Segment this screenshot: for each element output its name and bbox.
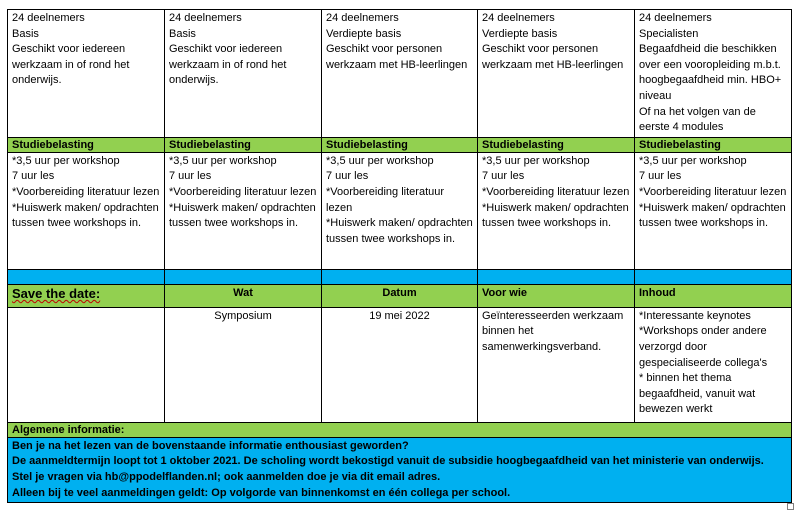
course-level: Verdiepte basis: [326, 27, 402, 40]
workload-lessons: 7 uur les: [12, 170, 55, 183]
course-overview-table: [7, 9, 792, 503]
course-cell-4: [478, 10, 635, 138]
content-heading: Inhoud: [635, 284, 792, 307]
workload-label: Studiebelasting: [8, 137, 165, 152]
separator-cell: [165, 269, 322, 284]
workload-lessons: 7 uur les: [326, 170, 369, 183]
event-what: Symposium: [165, 307, 322, 422]
event-row: [8, 307, 792, 422]
workload-homework: *Huiswerk maken/ opdrachten tussen twee workshops in.: [12, 201, 159, 230]
blue-separator-row: [8, 269, 792, 284]
workload-cell: [322, 152, 478, 269]
save-the-date-heading: [8, 284, 165, 307]
info-body-row: [8, 437, 792, 502]
workload-reading: *Voorbereiding literatuur lezen: [639, 185, 787, 198]
info-title-row: [8, 422, 792, 437]
course-description-row: [8, 10, 792, 138]
workload-hours: *3,5 uur per workshop: [12, 154, 120, 167]
info-line-4: Alleen bij te veel aanmeldingen geldt: Op volgorde van binnenkomst en één collega per school.: [12, 486, 511, 499]
workload-cell: [478, 152, 635, 269]
event-content-keynotes: *Interessante keynotes: [639, 309, 751, 322]
workload-lessons: 7 uur les: [169, 170, 212, 183]
event-content-workshops: *Workshops onder andere verzorgd door gespecialiseerde collega's: [639, 325, 768, 369]
separator-cell: [8, 269, 165, 284]
participants: 24 deelnemers: [639, 12, 712, 24]
course-level: Specialisten: [639, 27, 699, 40]
course-level: Verdiepte basis: [482, 27, 558, 40]
course-description: Geschikt voor personen werkzaam met HB-leerlingen: [482, 43, 624, 71]
separator-cell: [478, 269, 635, 284]
event-header-row: [8, 284, 792, 307]
workload-homework: *Huiswerk maken/ opdrachten tussen twee workshops in.: [639, 201, 786, 230]
what-heading: Wat: [165, 284, 322, 307]
course-cell-1: [8, 10, 165, 138]
course-description: Begaafdheid die beschikken over een vooropleiding m.b.t. hoogbegaafdheid min. HBO+ niveau: [639, 43, 782, 102]
course-cell-2: [165, 10, 322, 138]
workload-homework: *Huiswerk maken/ opdrachten tussen twee workshops in.: [326, 217, 473, 245]
participants: 24 deelnemers: [482, 12, 555, 24]
info-body: [8, 437, 792, 502]
course-description: Geschikt voor iedereen werkzaam in of rond het onderwijs.: [12, 43, 130, 87]
course-cell-5: [635, 10, 792, 138]
workload-hours: *3,5 uur per workshop: [169, 154, 277, 167]
separator-cell: [635, 269, 792, 284]
course-description: Geschikt voor iedereen werkzaam in of rond het onderwijs.: [169, 43, 287, 87]
workload-cell: [635, 152, 792, 269]
event-content: [635, 307, 792, 422]
info-line-2: De aanmeldtermijn loopt tot 1 oktober 2021. De scholing wordt bekostigd vanuit de subsidie hoogbegaafdheid van het ministerie van onderwijs.: [12, 455, 764, 468]
course-level: Basis: [12, 27, 39, 40]
participants: 24 deelnemers: [169, 12, 242, 24]
workload-label: Studiebelasting: [635, 137, 792, 152]
workload-cell: [8, 152, 165, 269]
course-description: Geschikt voor personen werkzaam met HB-leerlingen: [326, 43, 468, 71]
workload-reading: *Voorbereiding literatuur lezen: [169, 185, 317, 198]
workload-lessons: 7 uur les: [482, 170, 525, 183]
workload-reading: *Voorbereiding literatuur lezen: [482, 185, 630, 198]
course-level: Basis: [169, 27, 196, 40]
workload-homework: *Huiswerk maken/ opdrachten tussen twee workshops in.: [482, 201, 629, 230]
participants: 24 deelnemers: [12, 12, 85, 24]
participants: 24 deelnemers: [326, 12, 399, 24]
info-title: Algemene informatie:: [8, 422, 792, 437]
workload-label: Studiebelasting: [165, 137, 322, 152]
table-resize-handle[interactable]: [787, 503, 794, 510]
workload-hours: *3,5 uur per workshop: [326, 154, 434, 167]
workload-row: [8, 152, 792, 269]
separator-cell: [322, 269, 478, 284]
event-content-theme: * binnen het thema begaafdheid, vanuit wat bewezen werkt: [639, 372, 756, 416]
info-line-3: Stel je vragen via hb@ppodelflanden.nl; ook aanmelden doe je via dit email adres.: [12, 470, 441, 483]
workload-hours: *3,5 uur per workshop: [482, 154, 590, 167]
workload-reading: *Voorbereiding literatuur lezen: [326, 185, 445, 214]
workload-label: Studiebelasting: [478, 137, 635, 152]
course-cell-3: [322, 10, 478, 138]
event-empty-cell: [8, 307, 165, 422]
workload-reading: *Voorbereiding literatuur lezen: [12, 185, 160, 198]
workload-cell: [165, 152, 322, 269]
event-date: 19 mei 2022: [322, 307, 478, 422]
workload-homework: *Huiswerk maken/ opdrachten tussen twee workshops in.: [169, 201, 316, 230]
date-heading: Datum: [322, 284, 478, 307]
info-line-1: Ben je na het lezen van de bovenstaande informatie enthousiast geworden?: [12, 439, 409, 452]
course-extra: Of na het volgen van de eerste 4 modules: [639, 105, 756, 134]
workload-lessons: 7 uur les: [639, 170, 682, 183]
save-the-date-label: Save the date:: [12, 285, 101, 301]
workload-header-row: [8, 137, 792, 152]
event-for-whom: Geïnteresseerden werkzaam binnen het samenwerkingsverband.: [478, 307, 635, 422]
workload-hours: *3,5 uur per workshop: [639, 154, 747, 167]
for-whom-heading: Voor wie: [478, 284, 635, 307]
workload-label: Studiebelasting: [322, 137, 478, 152]
